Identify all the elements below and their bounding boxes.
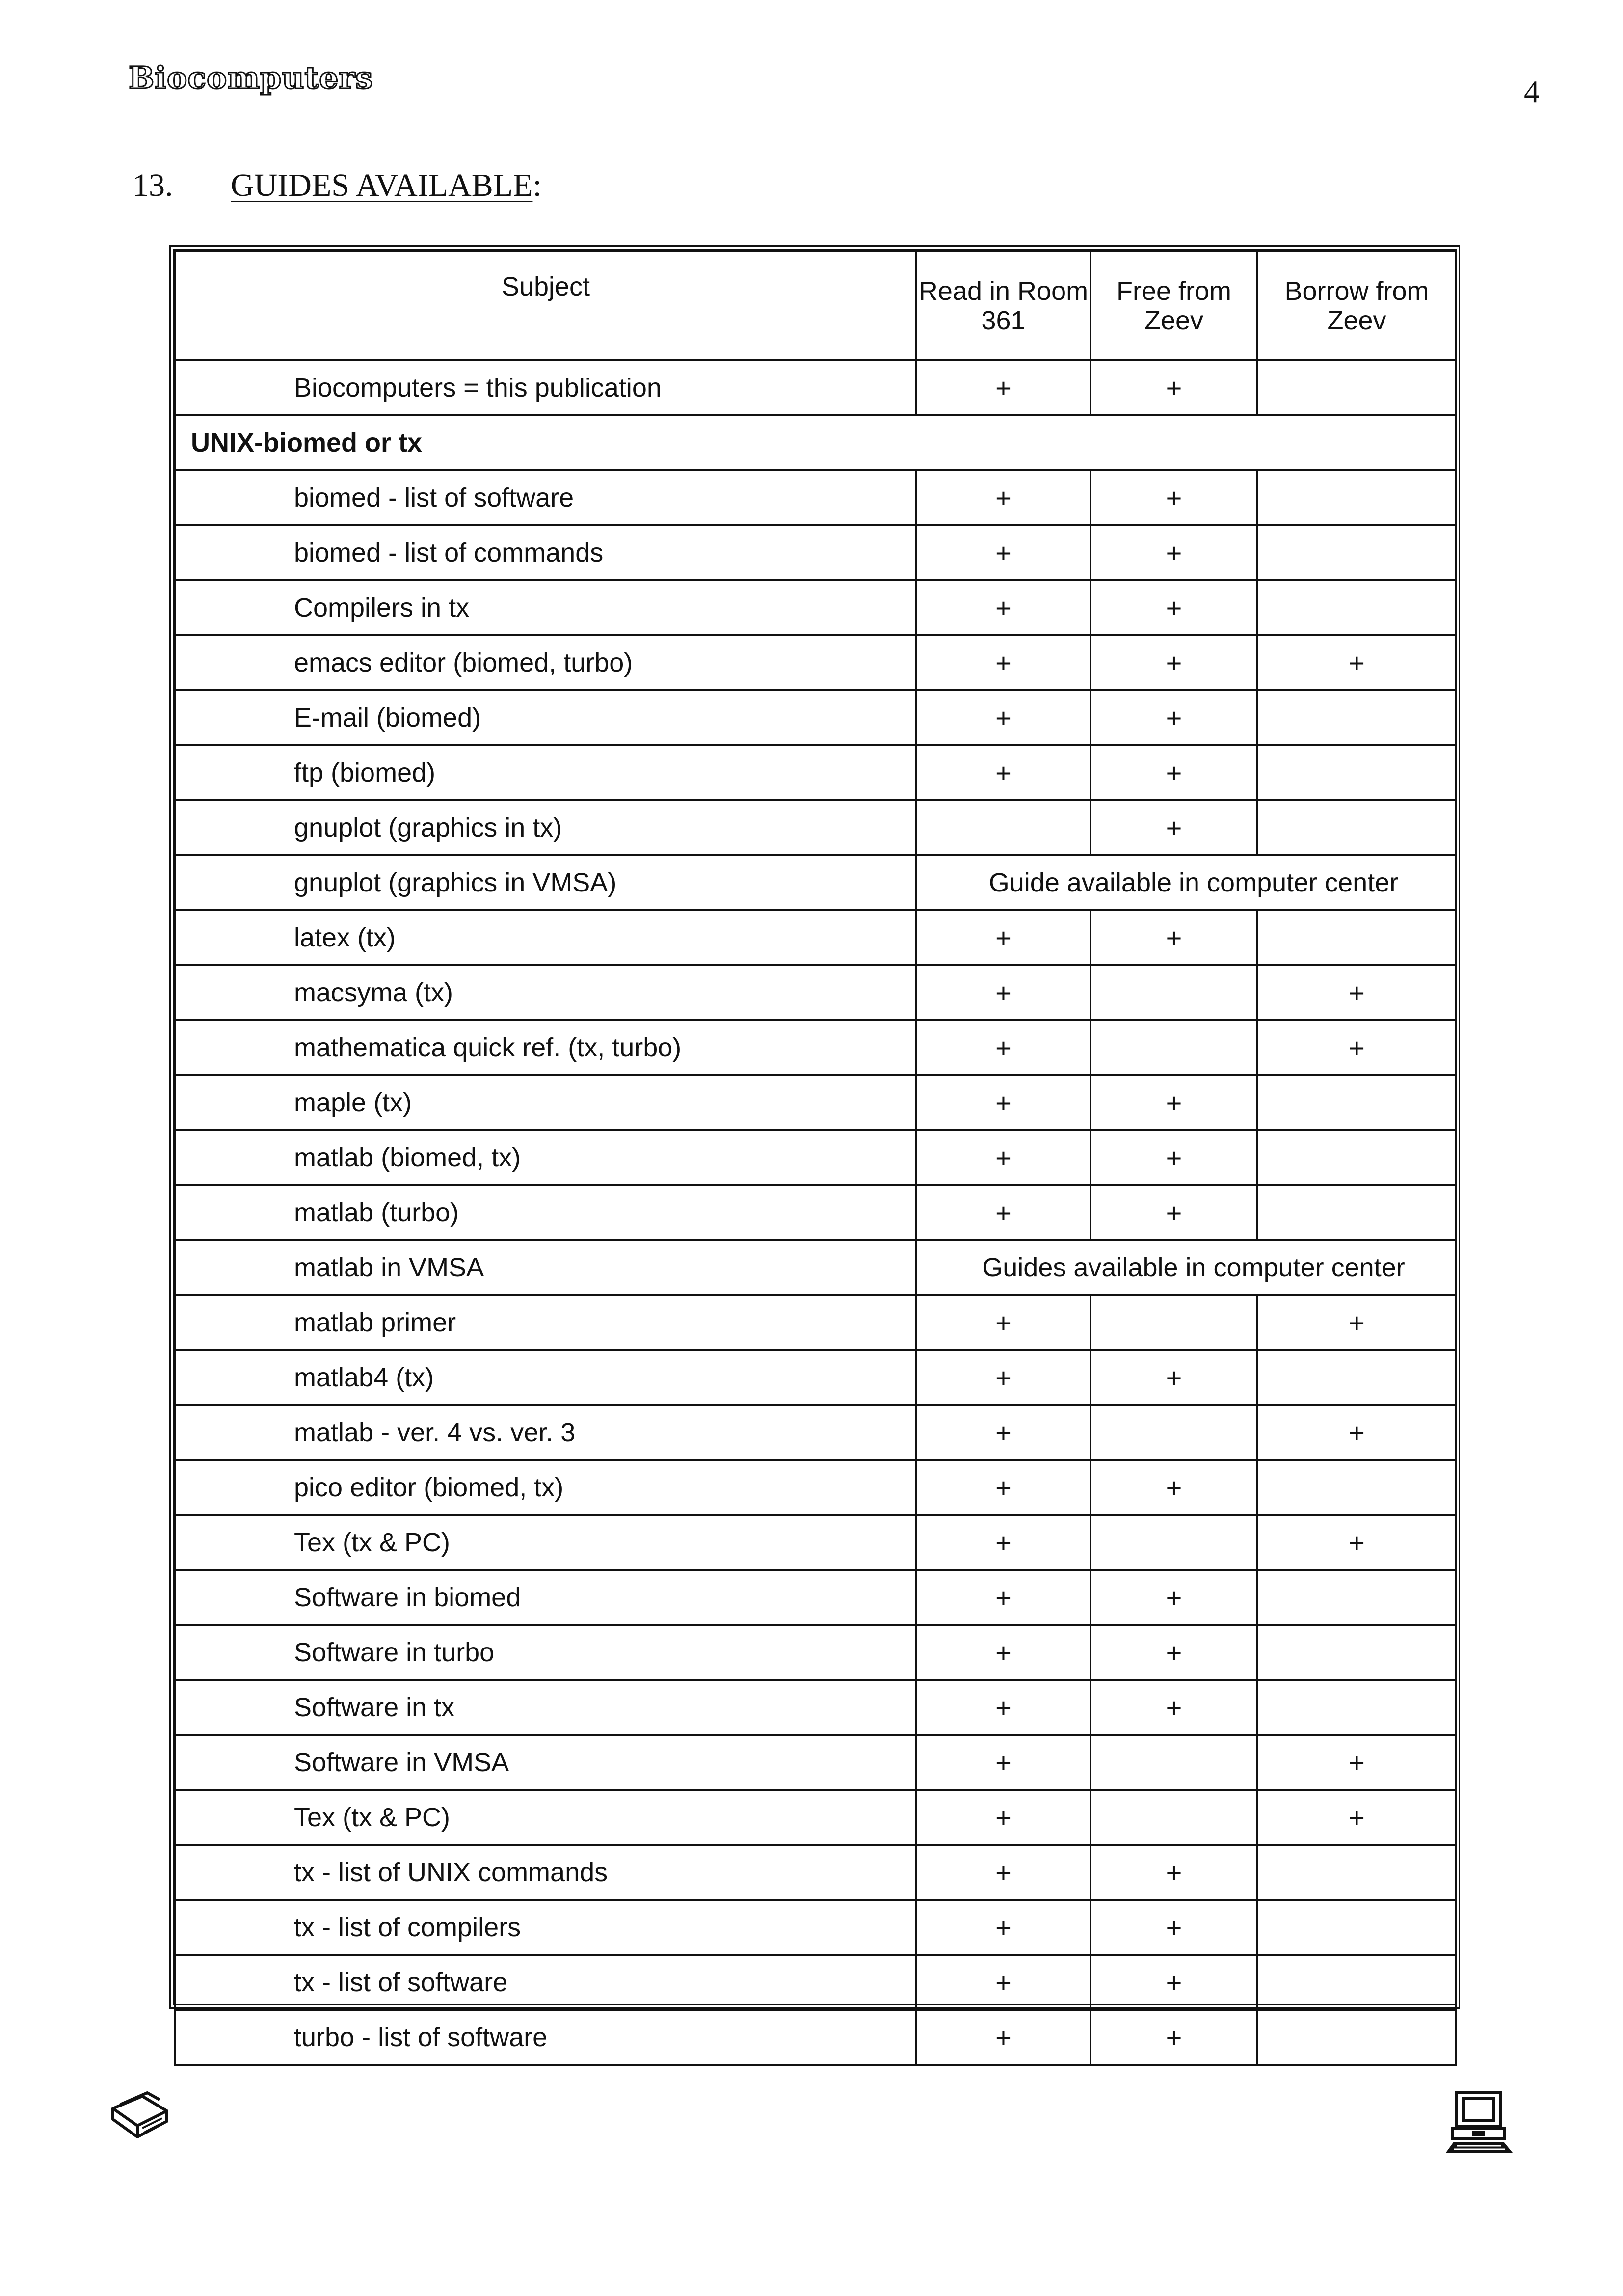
free-from-zeev-mark: + <box>1091 635 1257 690</box>
subject-cell: tx - list of UNIX commands <box>175 1845 916 1900</box>
subject-cell: biomed - list of commands <box>175 525 916 580</box>
subject-cell: Compilers in tx <box>175 580 916 635</box>
borrow-from-zeev-mark <box>1257 525 1456 580</box>
free-from-zeev-mark: + <box>1091 470 1257 525</box>
table-row <box>175 1680 1456 1735</box>
table-row <box>175 1625 1456 1680</box>
subject-cell: Tex (tx & PC) <box>175 1790 916 1845</box>
borrow-from-zeev-mark: + <box>1257 965 1456 1020</box>
borrow-from-zeev-mark: + <box>1257 1295 1456 1350</box>
read-in-room-mark: + <box>916 1405 1091 1460</box>
section-title-colon: : <box>532 167 542 203</box>
read-in-room-mark: + <box>916 635 1091 690</box>
table-row <box>175 965 1456 1020</box>
table-row <box>175 1405 1456 1460</box>
read-in-room-mark: + <box>916 1515 1091 1570</box>
borrow-from-zeev-mark: + <box>1257 1405 1456 1460</box>
table-row <box>175 580 1456 635</box>
subject-cell: matlab in VMSA <box>175 1240 916 1295</box>
free-from-zeev-mark <box>1091 965 1257 1020</box>
subject-cell: matlab4 (tx) <box>175 1350 916 1405</box>
borrow-from-zeev-mark <box>1257 2010 1456 2065</box>
borrow-from-zeev-mark <box>1257 1570 1456 1625</box>
subject-cell: mathematica quick ref. (tx, turbo) <box>175 1020 916 1075</box>
publication-logo: Biocomputers <box>129 60 373 96</box>
subject-cell: pico editor (biomed, tx) <box>175 1460 916 1515</box>
read-in-room-mark: + <box>916 1295 1091 1350</box>
subject-cell: E-mail (biomed) <box>175 690 916 745</box>
table-row <box>175 360 1456 415</box>
table-row <box>175 1570 1456 1625</box>
subject-cell: gnuplot (graphics in tx) <box>175 800 916 855</box>
table-row <box>175 1020 1456 1075</box>
read-in-room-mark: + <box>916 1350 1091 1405</box>
subject-cell: Software in turbo <box>175 1625 916 1680</box>
table-row <box>175 1515 1456 1570</box>
free-from-zeev-mark: + <box>1091 1075 1257 1130</box>
borrow-from-zeev-mark <box>1257 470 1456 525</box>
subject-cell: Biocomputers = this publication <box>175 360 916 415</box>
free-from-zeev-mark: + <box>1091 745 1257 800</box>
availability-note: Guide available in computer center <box>916 855 1456 910</box>
table-row <box>175 1900 1456 1955</box>
computer-icon <box>1443 2089 1517 2155</box>
free-from-zeev-mark: + <box>1091 1185 1257 1240</box>
free-from-zeev-mark <box>1091 1790 1257 1845</box>
borrow-from-zeev-mark <box>1257 690 1456 745</box>
free-from-zeev-mark: + <box>1091 1680 1257 1735</box>
borrow-from-zeev-mark: + <box>1257 1020 1456 1075</box>
column-header-read: Read in Room 361 <box>916 251 1091 360</box>
subject-cell: macsyma (tx) <box>175 965 916 1020</box>
borrow-from-zeev-mark <box>1257 1075 1456 1130</box>
read-in-room-mark: + <box>916 1625 1091 1680</box>
borrow-from-zeev-mark <box>1257 1185 1456 1240</box>
read-in-room-mark: + <box>916 1790 1091 1845</box>
subject-cell: matlab (turbo) <box>175 1185 916 1240</box>
subject-cell: matlab primer <box>175 1295 916 1350</box>
page-number: 4 <box>1524 74 1540 109</box>
table-row <box>175 855 1456 910</box>
read-in-room-mark: + <box>916 965 1091 1020</box>
borrow-from-zeev-mark: + <box>1257 1515 1456 1570</box>
subject-cell: Software in tx <box>175 1680 916 1735</box>
read-in-room-mark: + <box>916 470 1091 525</box>
table-row <box>175 1735 1456 1790</box>
free-from-zeev-mark: + <box>1091 1625 1257 1680</box>
table-row <box>175 1845 1456 1900</box>
read-in-room-mark: + <box>916 1845 1091 1900</box>
read-in-room-mark: + <box>916 525 1091 580</box>
read-in-room-mark: + <box>916 2010 1091 2065</box>
read-in-room-mark: + <box>916 910 1091 965</box>
subject-cell: turbo - list of software <box>175 2010 916 2065</box>
subject-cell: Software in VMSA <box>175 1735 916 1790</box>
free-from-zeev-mark: + <box>1091 1955 1257 2010</box>
guides-table <box>174 250 1457 2066</box>
table-group-row <box>175 415 1456 470</box>
printer-icon <box>108 2089 172 2143</box>
table-row <box>175 1240 1456 1295</box>
column-header-free: Free from Zeev <box>1091 251 1257 360</box>
subject-cell: biomed - list of software <box>175 470 916 525</box>
read-in-room-mark: + <box>916 1130 1091 1185</box>
column-header-borrow: Borrow from Zeev <box>1257 251 1456 360</box>
table-row <box>175 745 1456 800</box>
free-from-zeev-mark: + <box>1091 910 1257 965</box>
subject-cell: Software in biomed <box>175 1570 916 1625</box>
borrow-from-zeev-mark <box>1257 360 1456 415</box>
table-row <box>175 525 1456 580</box>
availability-note: Guides available in computer center <box>916 1240 1456 1295</box>
free-from-zeev-mark <box>1091 1405 1257 1460</box>
subject-cell: tx - list of compilers <box>175 1900 916 1955</box>
table-row <box>175 2010 1456 2065</box>
read-in-room-mark: + <box>916 1185 1091 1240</box>
subject-cell: tx - list of software <box>175 1955 916 2010</box>
column-header-subject: Subject <box>175 251 916 360</box>
read-in-room-mark: + <box>916 1680 1091 1735</box>
table-row <box>175 1955 1456 2010</box>
read-in-room-mark: + <box>916 580 1091 635</box>
borrow-from-zeev-mark <box>1257 580 1456 635</box>
table-row <box>175 1350 1456 1405</box>
guides-table-frame <box>169 245 1460 2053</box>
table-row <box>175 635 1456 690</box>
group-label: UNIX-biomed or tx <box>175 415 1456 470</box>
subject-cell: ftp (biomed) <box>175 745 916 800</box>
borrow-from-zeev-mark <box>1257 1955 1456 2010</box>
read-in-room-mark: + <box>916 745 1091 800</box>
read-in-room-mark: + <box>916 1735 1091 1790</box>
free-from-zeev-mark: + <box>1091 690 1257 745</box>
read-in-room-mark: + <box>916 1955 1091 2010</box>
subject-cell: latex (tx) <box>175 910 916 965</box>
subject-cell: gnuplot (graphics in VMSA) <box>175 855 916 910</box>
borrow-from-zeev-mark <box>1257 800 1456 855</box>
table-row <box>175 1075 1456 1130</box>
read-in-room-mark: + <box>916 690 1091 745</box>
borrow-from-zeev-mark <box>1257 1460 1456 1515</box>
free-from-zeev-mark: + <box>1091 1350 1257 1405</box>
section-heading <box>133 167 542 204</box>
table-row <box>175 1790 1456 1845</box>
read-in-room-mark: + <box>916 1075 1091 1130</box>
read-in-room-mark: + <box>916 1460 1091 1515</box>
borrow-from-zeev-mark: + <box>1257 1735 1456 1790</box>
read-in-room-mark: + <box>916 1570 1091 1625</box>
free-from-zeev-mark: + <box>1091 1130 1257 1185</box>
table-row <box>175 1295 1456 1350</box>
section-title: GUIDES AVAILABLE <box>231 167 533 203</box>
borrow-from-zeev-mark <box>1257 910 1456 965</box>
read-in-room-mark: + <box>916 1020 1091 1075</box>
read-in-room-mark: + <box>916 360 1091 415</box>
subject-cell: emacs editor (biomed, turbo) <box>175 635 916 690</box>
free-from-zeev-mark <box>1091 1515 1257 1570</box>
borrow-from-zeev-mark <box>1257 1350 1456 1405</box>
borrow-from-zeev-mark <box>1257 1680 1456 1735</box>
free-from-zeev-mark: + <box>1091 1845 1257 1900</box>
subject-cell: maple (tx) <box>175 1075 916 1130</box>
borrow-from-zeev-mark <box>1257 1130 1456 1185</box>
free-from-zeev-mark <box>1091 1020 1257 1075</box>
subject-cell: Tex (tx & PC) <box>175 1515 916 1570</box>
table-row <box>175 910 1456 965</box>
free-from-zeev-mark: + <box>1091 2010 1257 2065</box>
subject-cell: matlab - ver. 4 vs. ver. 3 <box>175 1405 916 1460</box>
borrow-from-zeev-mark: + <box>1257 635 1456 690</box>
free-from-zeev-mark <box>1091 1295 1257 1350</box>
read-in-room-mark: + <box>916 1900 1091 1955</box>
table-row <box>175 1460 1456 1515</box>
table-row <box>175 470 1456 525</box>
table-row <box>175 690 1456 745</box>
borrow-from-zeev-mark <box>1257 745 1456 800</box>
table-row <box>175 800 1456 855</box>
borrow-from-zeev-mark <box>1257 1625 1456 1680</box>
table-header-row <box>175 251 1456 360</box>
table-row <box>175 1185 1456 1240</box>
section-number: 13. <box>133 167 173 203</box>
borrow-from-zeev-mark: + <box>1257 1790 1456 1845</box>
free-from-zeev-mark: + <box>1091 360 1257 415</box>
subject-cell: matlab (biomed, tx) <box>175 1130 916 1185</box>
table-row <box>175 1130 1456 1185</box>
borrow-from-zeev-mark <box>1257 1845 1456 1900</box>
borrow-from-zeev-mark <box>1257 1900 1456 1955</box>
free-from-zeev-mark: + <box>1091 580 1257 635</box>
read-in-room-mark <box>916 800 1091 855</box>
free-from-zeev-mark <box>1091 1735 1257 1790</box>
free-from-zeev-mark: + <box>1091 525 1257 580</box>
free-from-zeev-mark: + <box>1091 1900 1257 1955</box>
free-from-zeev-mark: + <box>1091 1570 1257 1625</box>
free-from-zeev-mark: + <box>1091 800 1257 855</box>
free-from-zeev-mark: + <box>1091 1460 1257 1515</box>
